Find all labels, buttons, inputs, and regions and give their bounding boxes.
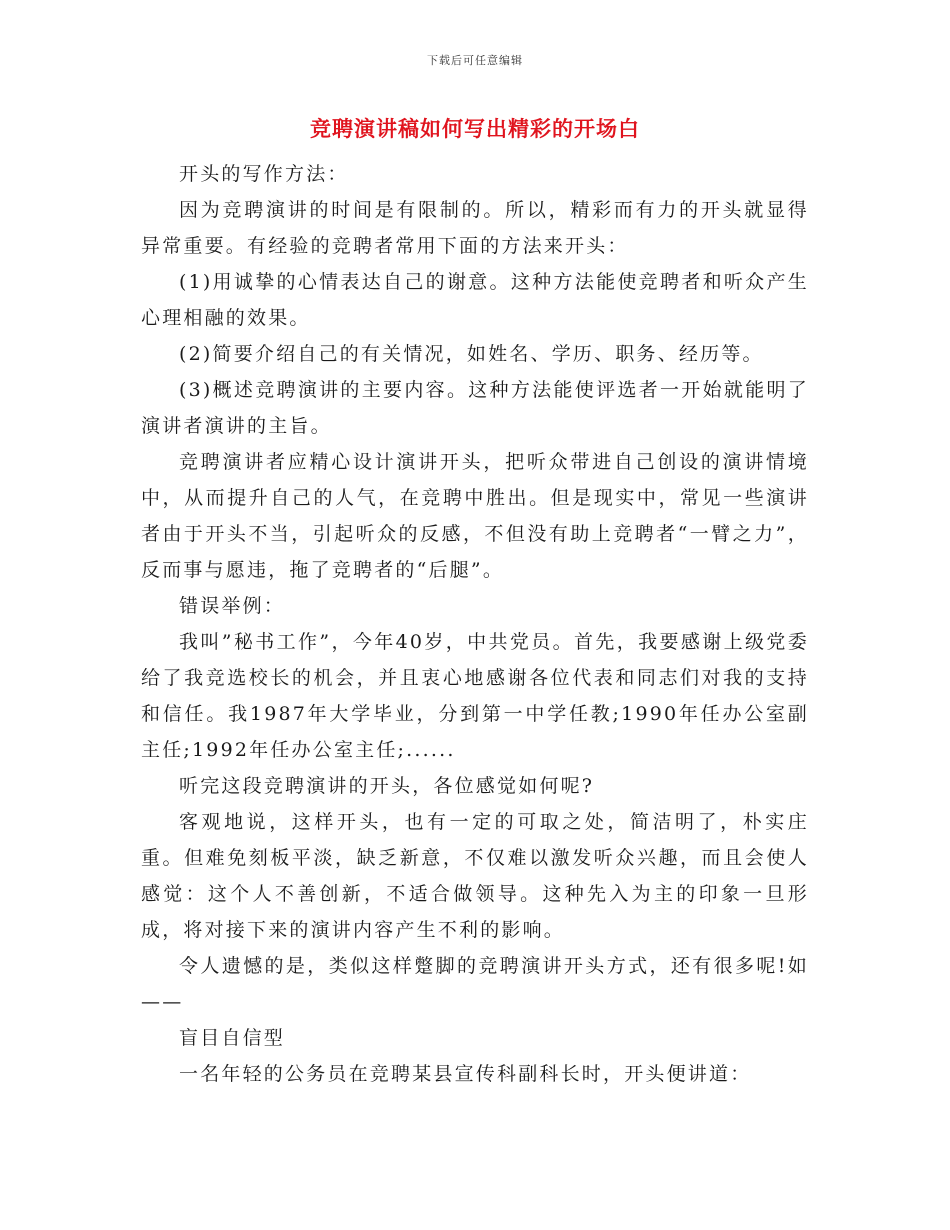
paragraph-method-heading: 开头的写作方法： bbox=[179, 163, 349, 185]
paragraph-intro: 因为竞聘演讲的时间是有限制的。所以，精彩而有力的开头就显得异常重要。有经验的竞聘者常用下面的方法来开头： bbox=[141, 199, 809, 257]
paragraph-wrong-example-heading: 错误举例： bbox=[179, 595, 286, 617]
paragraph-question: 听完这段竞聘演讲的开头，各位感觉如何呢? bbox=[179, 775, 595, 797]
paragraph-wrong-example: 我叫”秘书工作”，今年40岁，中共党员。首先，我要感谢上级党委给了我竞选校长的机会，并且衷心地感谢各位代表和同志们对我的支持和信任。我1987年大学毕业，分到第一中学任教;1990年任办公室副主任;1992年任办公室主任;...... bbox=[141, 631, 809, 761]
paragraph-regret: 令人遗憾的是，类似这样蹩脚的竞聘演讲开头方式，还有很多呢!如—— bbox=[141, 955, 809, 1013]
paragraph-type-heading: 盲目自信型 bbox=[179, 1027, 286, 1049]
paragraph-method-3: (3)概述竞聘演讲的主要内容。这种方法能使评选者一开始就能明了演讲者演讲的主旨。 bbox=[141, 379, 809, 437]
paragraph-design-advice: 竞聘演讲者应精心设计演讲开头，把听众带进自己创设的演讲情境中，从而提升自己的人气，在竞聘中胜出。但是现实中，常见一些演讲者由于开头不当，引起听众的反感，不但没有助上竞聘者“一臂之力”，反而事与愿违，拖了竞聘者的“后腿”。 bbox=[141, 451, 809, 581]
paragraph-type-example: 一名年轻的公务员在竞聘某县宣传科副科长时，开头便讲道： bbox=[179, 1063, 752, 1085]
paragraph-method-2: (2)简要介绍自己的有关情况，如姓名、学历、职务、经历等。 bbox=[179, 343, 764, 365]
document-body bbox=[141, 156, 809, 1092]
paragraph-analysis: 客观地说，这样开头，也有一定的可取之处，简洁明了，朴实庄重。但难免刻板平淡，缺乏新意，不仅难以激发听众兴趣，而且会使人感觉：这个人不善创新，不适合做领导。这种先入为主的印象一旦形成，将对接下来的演讲内容产生不利的影响。 bbox=[141, 811, 809, 941]
header-note: 下载后可任意编辑 bbox=[427, 54, 523, 67]
paragraph-method-1: (1)用诚挚的心情表达自己的谢意。这种方法能使竞聘者和听众产生心理相融的效果。 bbox=[141, 271, 809, 329]
document-title: 竞聘演讲稿如何写出精彩的开场白 bbox=[310, 116, 640, 141]
